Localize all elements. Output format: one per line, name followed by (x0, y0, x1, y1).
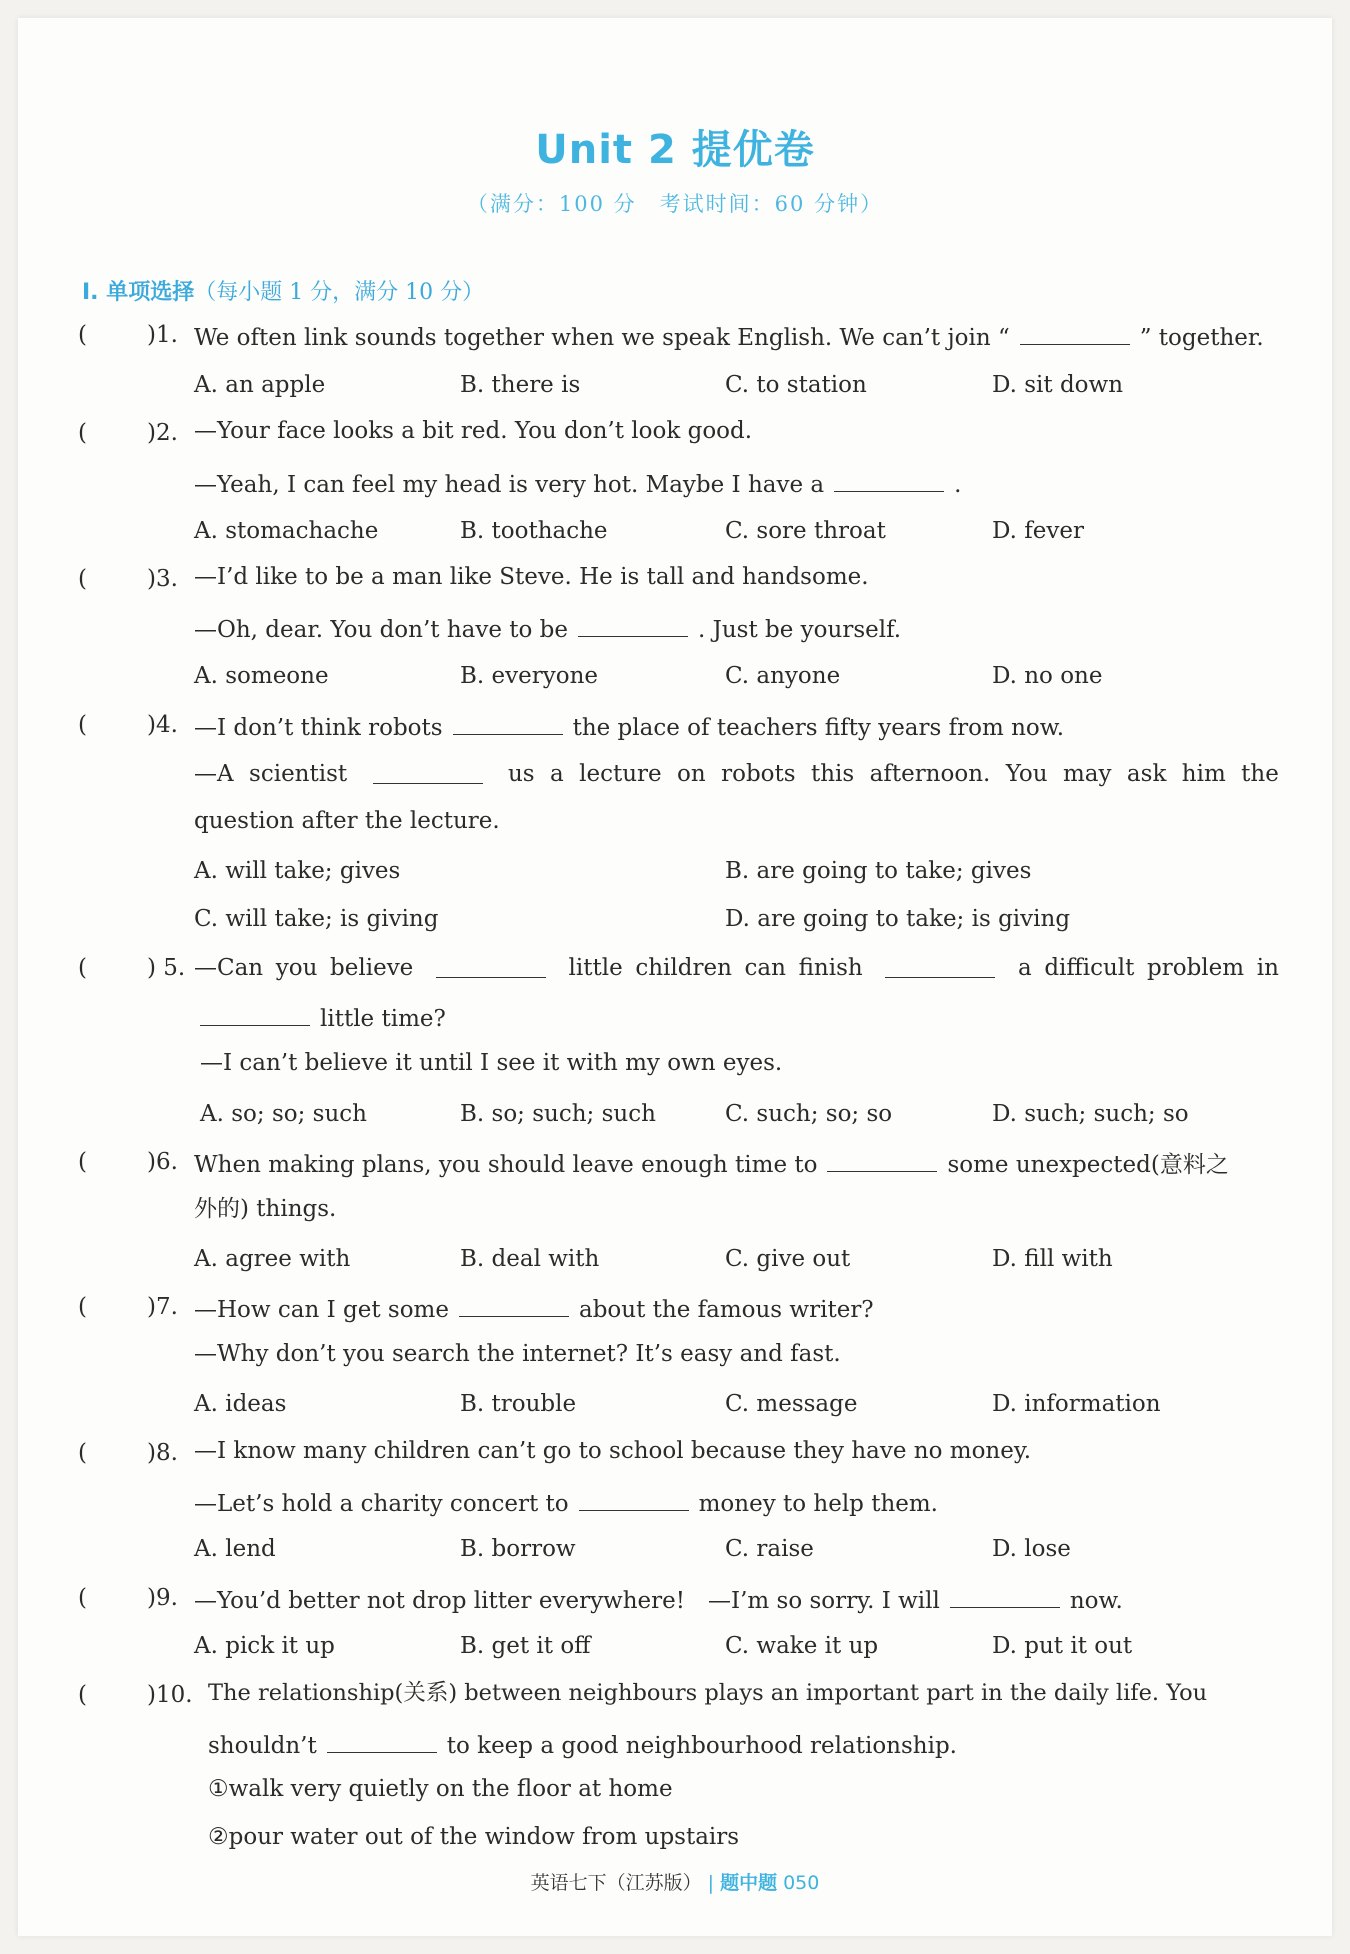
question-stem: When making plans, you should leave enough time to some unexpected(意料之 (194, 1149, 1229, 1177)
question-stem: little time? (194, 1003, 446, 1031)
question-stem: We often link sounds together when we speak English. We can’t join “ ” together. (194, 322, 1264, 350)
question-stem: 外的) things. (194, 1196, 337, 1222)
question-stem: —I can’t believe it until I see it with my own eyes. (200, 1050, 783, 1076)
footer-tag: 题中题 (720, 1872, 778, 1894)
answer-paren: ( (78, 1440, 87, 1466)
option-a: A. will take; gives (194, 858, 401, 884)
option-c: C. such; so; so (725, 1101, 893, 1127)
answer-blank (327, 1730, 437, 1753)
question-number: )2. (147, 420, 178, 446)
option-c: C. anyone (725, 663, 841, 689)
option-b: B. there is (460, 372, 581, 398)
answer-paren: ( (78, 420, 87, 446)
option-d: D. information (992, 1391, 1161, 1417)
page-number: 050 (783, 1872, 820, 1894)
option-b: B. everyone (460, 663, 598, 689)
option-a: A. someone (194, 663, 329, 689)
answer-blank (453, 712, 563, 735)
option-d: D. fever (992, 518, 1084, 544)
option-c: C. sore throat (725, 518, 886, 544)
answer-blank (578, 614, 688, 637)
answer-paren: ( (78, 712, 87, 738)
answer-blank (834, 469, 944, 492)
option-b: B. borrow (460, 1536, 576, 1562)
option-b: B. get it off (460, 1633, 591, 1659)
question-stem: —Your face looks a bit red. You don’t look good. (194, 418, 753, 444)
option-a: A. pick it up (194, 1633, 335, 1659)
option-item: ①walk very quietly on the floor at home (208, 1776, 673, 1802)
option-c: C. to station (725, 372, 867, 398)
question-number: )8. (147, 1440, 178, 1466)
question-stem: —Why don’t you search the internet? It’s easy and fast. (194, 1341, 841, 1367)
question-number: )6. (147, 1149, 178, 1175)
question-number: )4. (147, 712, 178, 738)
question-stem: —I know many children can’t go to school because they have no money. (194, 1438, 1032, 1464)
option-d: D. are going to take; is giving (725, 906, 1071, 932)
section-note: （每小题 1 分，满分 10 分） (194, 280, 485, 305)
option-a: A. so; so; such (200, 1101, 367, 1127)
option-a: A. lend (194, 1536, 276, 1562)
question-stem: —You’d better not drop litter everywhere! —I’m so sorry. I will now. (194, 1585, 1123, 1613)
footer-separator: | (707, 1872, 715, 1894)
option-d: D. lose (992, 1536, 1071, 1562)
answer-paren: ( (78, 566, 87, 592)
question-number: ) 5. (147, 955, 186, 981)
answer-blank (200, 1003, 310, 1026)
option-a: A. an apple (194, 372, 326, 398)
question-stem: —Let’s hold a charity concert to money to help them. (194, 1488, 938, 1516)
footer-book: 英语七下（江苏版） (530, 1872, 702, 1894)
option-d: D. such; such; so (992, 1101, 1189, 1127)
question-stem: —Yeah, I can feel my head is very hot. Maybe I have a . (194, 469, 961, 497)
option-d: D. fill with (992, 1246, 1113, 1272)
question-number: )9. (147, 1585, 178, 1611)
answer-blank (950, 1585, 1060, 1608)
page-footer (0, 1868, 1350, 1895)
option-a: A. ideas (194, 1391, 287, 1417)
option-c: C. raise (725, 1536, 814, 1562)
option-b: B. so; such; such (460, 1101, 656, 1127)
option-b: B. toothache (460, 518, 608, 544)
answer-paren: ( (78, 1585, 87, 1611)
question-number: )3. (147, 566, 178, 592)
answer-paren: ( (78, 1149, 87, 1175)
question-stem: —I’d like to be a man like Steve. He is tall and handsome. (194, 564, 869, 590)
answer-paren: ( (78, 955, 87, 981)
answer-blank (1020, 322, 1130, 345)
option-c: C. message (725, 1391, 858, 1417)
question-stem: —I don’t think robots the place of teachers fifty years from now. (194, 712, 1064, 740)
answer-blank (885, 955, 995, 978)
option-a: A. agree with (194, 1246, 351, 1272)
question-stem: The relationship(关系) between neighbours plays an important part in the daily life. You (208, 1680, 1208, 1706)
option-c: C. will take; is giving (194, 906, 439, 932)
option-d: D. no one (992, 663, 1103, 689)
section-label: Ⅰ. 单项选择 (82, 280, 195, 305)
answer-blank (436, 955, 546, 978)
option-b: B. deal with (460, 1246, 600, 1272)
option-d: D. sit down (992, 372, 1124, 398)
option-d: D. put it out (992, 1633, 1133, 1659)
answer-blank (827, 1149, 937, 1172)
question-stem: question after the lecture. (194, 808, 500, 834)
option-b: B. are going to take; gives (725, 858, 1032, 884)
question-number: )7. (147, 1294, 178, 1320)
option-c: C. wake it up (725, 1633, 879, 1659)
option-a: A. stomachache (194, 518, 379, 544)
option-item: ②pour water out of the window from upstairs (208, 1824, 740, 1850)
answer-blank (579, 1488, 689, 1511)
page-subtitle: （满分：100 分 考试时间：60 分钟） (466, 192, 884, 216)
question-stem: —How can I get some about the famous writer? (194, 1294, 874, 1322)
page-title: Unit 2 提优卷 (535, 127, 815, 173)
answer-blank (459, 1294, 569, 1317)
question-number: )1. (147, 322, 178, 348)
question-number: )10. (147, 1682, 193, 1708)
question-stem: —Oh, dear. You don’t have to be . Just be yourself. (194, 614, 901, 642)
question-stem: shouldn’t to keep a good neighbourhood relationship. (208, 1730, 957, 1758)
section-heading (82, 275, 484, 306)
answer-paren: ( (78, 1682, 87, 1708)
answer-paren: ( (78, 1294, 87, 1320)
option-b: B. trouble (460, 1391, 577, 1417)
question-stem-justified: —Can you believe little children can finish a difficult problem in (194, 955, 1279, 981)
answer-paren: ( (78, 322, 87, 348)
question-stem-justified: —A scientist us a lecture on robots this afternoon. You may ask him the (194, 761, 1279, 787)
answer-blank (373, 761, 483, 784)
option-c: C. give out (725, 1246, 851, 1272)
